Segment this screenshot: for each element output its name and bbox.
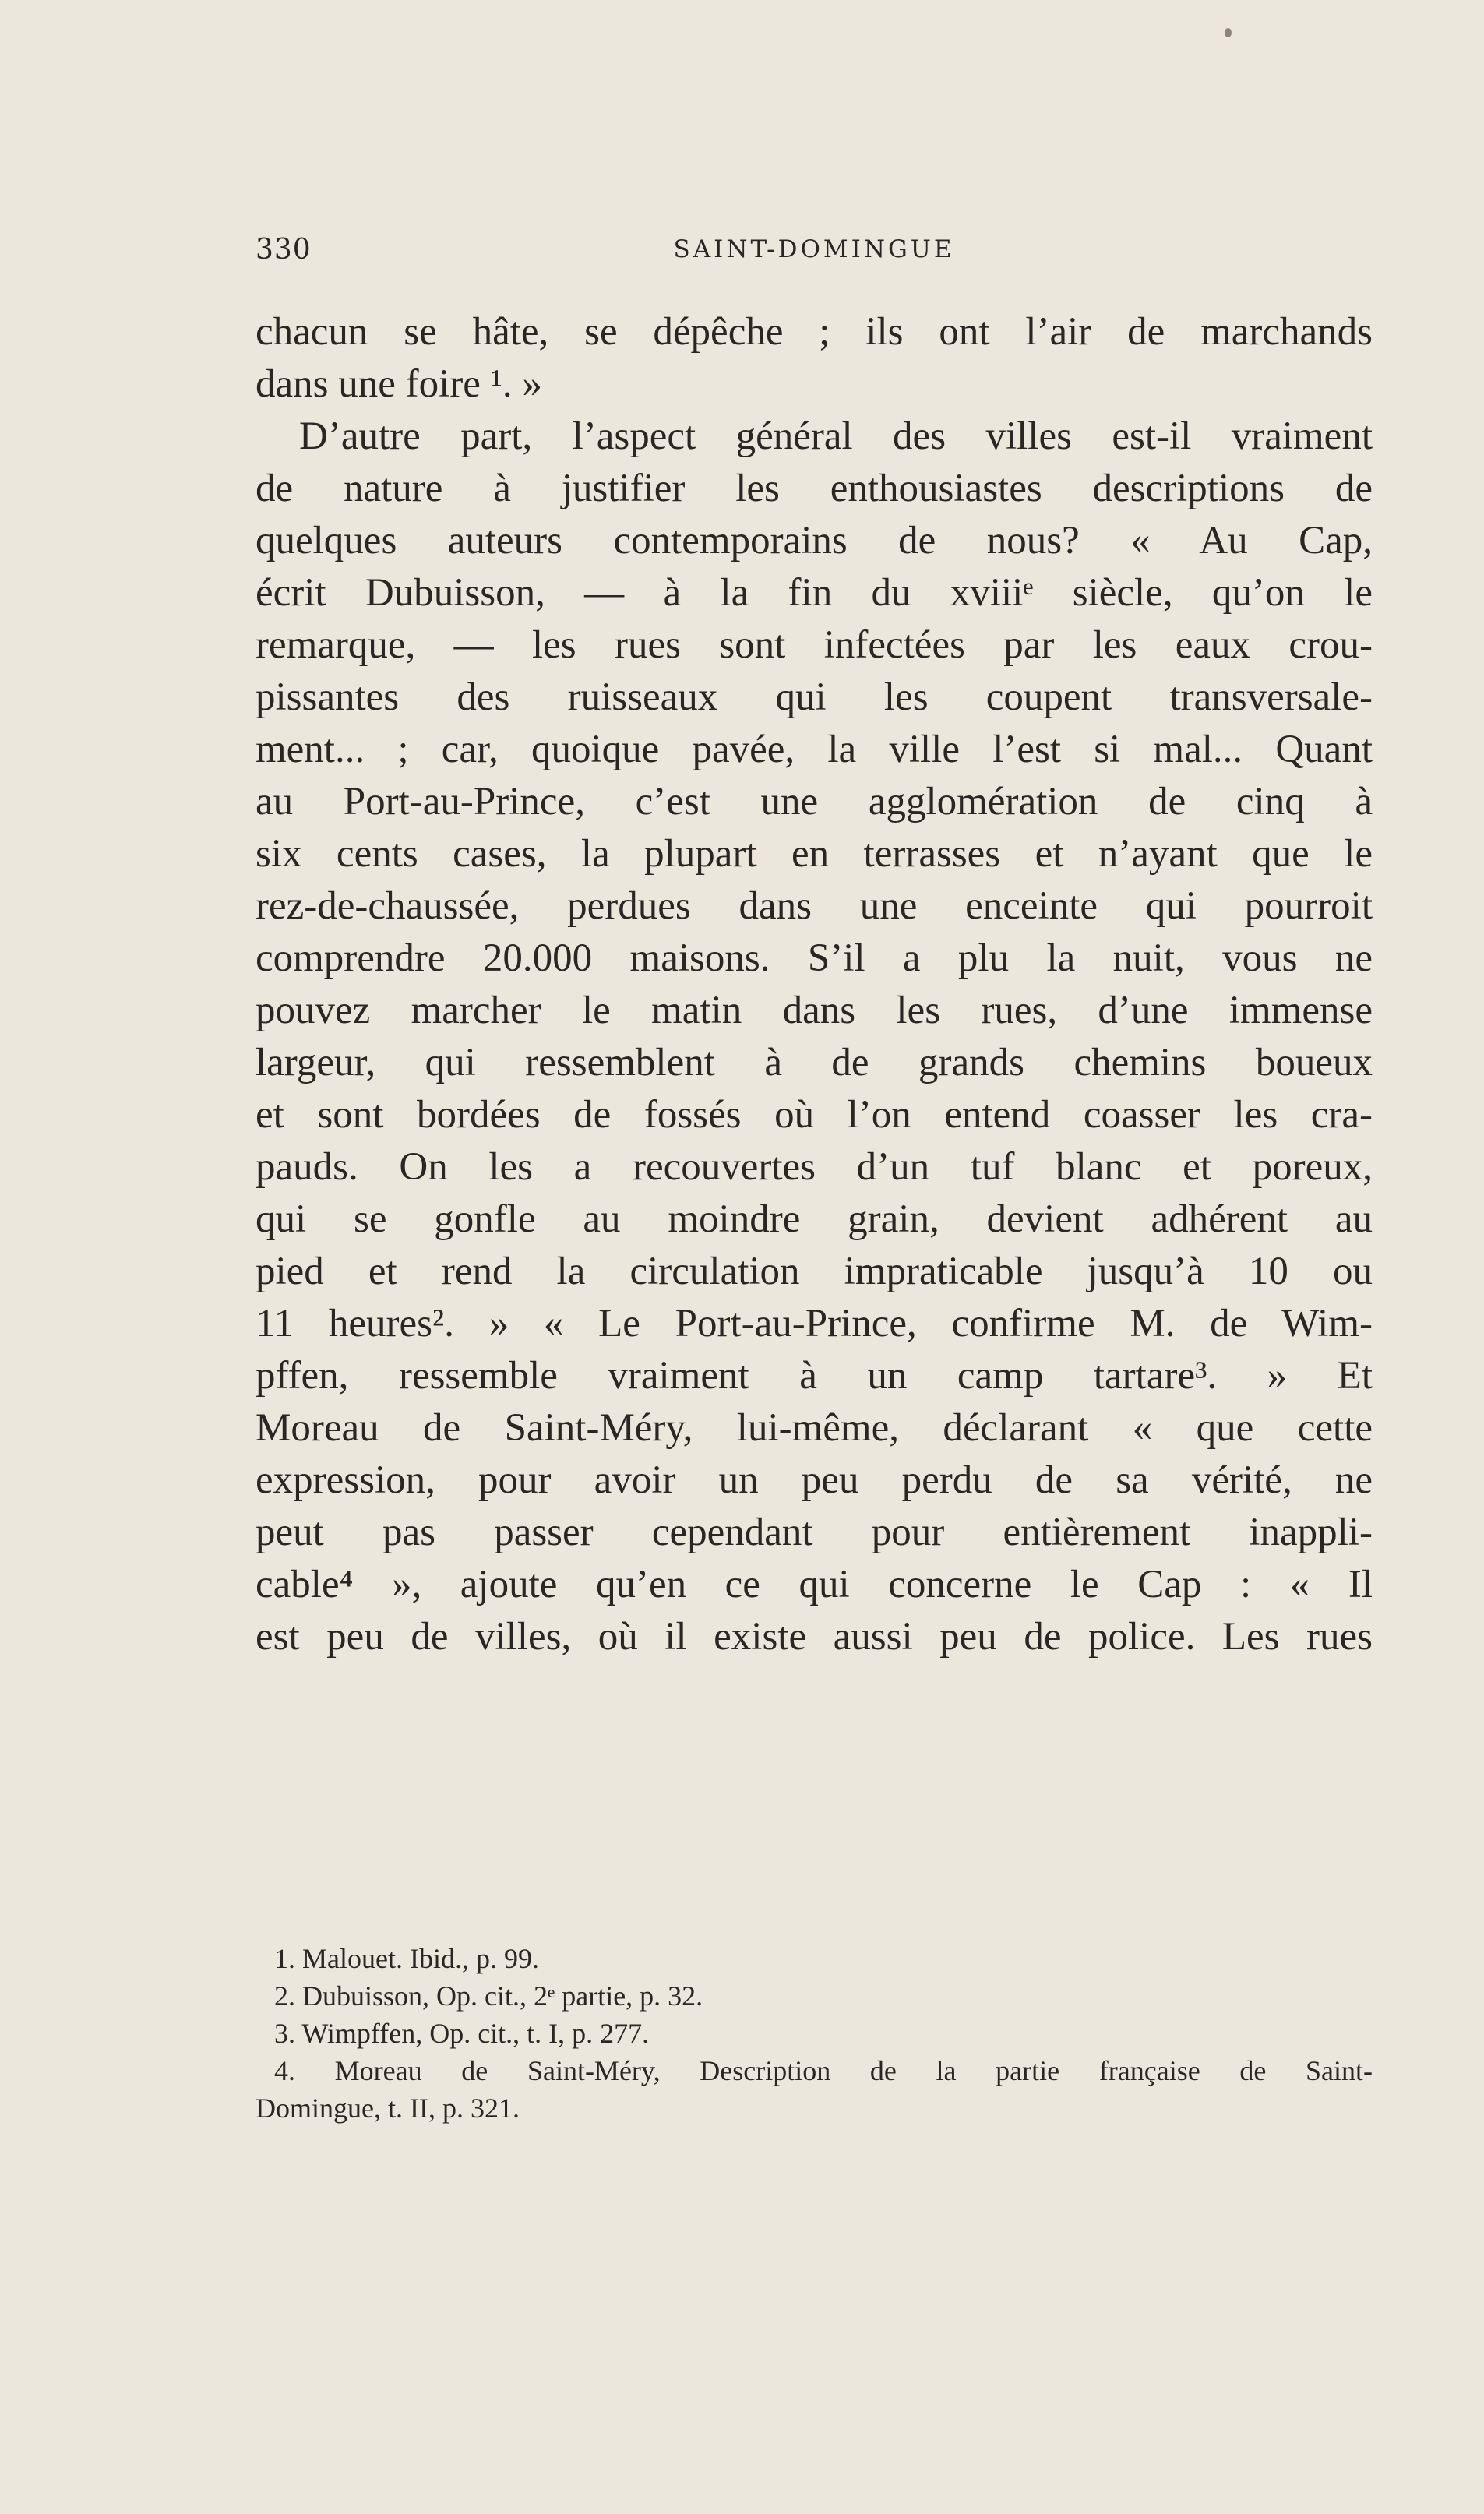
text-line: six cents cases, la plupart en terrasses et n’ayant que le <box>256 832 1373 876</box>
text-line: et sont bordées de fossés où l’on entend coasser les cra- <box>256 1093 1373 1137</box>
text-line: quelques auteurs contemporains de nous? « Au Cap, <box>256 519 1373 562</box>
text-line: Moreau de Saint-Méry, lui-même, déclarant « que cette <box>256 1406 1373 1450</box>
footnote-continuation: Domingue, t. II, p. 321. <box>256 2093 520 2124</box>
page-header <box>256 234 1373 273</box>
text-line: pied et rend la circulation impraticable jusqu’à 10 ou <box>256 1250 1373 1293</box>
text-line: rez-de-chaussée, perdues dans une enceinte qui pourroit <box>256 884 1373 928</box>
text-line: expression, pour avoir un peu perdu de sa vérité, ne <box>256 1458 1373 1502</box>
ink-speck <box>1225 28 1232 37</box>
text-line: pissantes des ruisseaux qui les coupent transversale- <box>256 675 1373 719</box>
text-line: pouvez marcher le matin dans les rues, d’une immense <box>256 989 1373 1032</box>
footnote: 1. Malouet. Ibid., p. 99. <box>274 1943 539 1974</box>
text-line: pauds. On les a recouvertes d’un tuf blanc et poreux, <box>256 1145 1373 1189</box>
text-line: dans une foire ¹. » <box>256 362 542 406</box>
body-text <box>256 306 1373 1663</box>
text-line: au Port-au-Prince, c’est une agglomération de cinq à <box>256 780 1373 823</box>
footnote: 3. Wimpffen, Op. cit., t. I, p. 277. <box>274 2018 650 2049</box>
text-line: remarque, — les rues sont infectées par les eaux crou- <box>256 623 1373 667</box>
text-line: 11 heures². » « Le Port-au-Prince, confirme M. de Wim- <box>256 1302 1373 1345</box>
text-line: comprendre 20.000 maisons. S’il a plu la nuit, vous ne <box>256 936 1373 980</box>
text-line: D’autre part, l’aspect général des villes est-il vraiment <box>299 414 1373 458</box>
text-line: est peu de villes, où il existe aussi peu de police. Les rues <box>256 1615 1373 1659</box>
footnotes <box>256 1940 1373 2127</box>
text-line: qui se gonfle au moindre grain, devient adhérent au <box>256 1197 1373 1241</box>
text-line: cable⁴ », ajoute qu’en ce qui concerne le Cap : « Il <box>256 1563 1373 1606</box>
page-number: 330 <box>256 234 312 266</box>
text-line: de nature à justifier les enthousiastes descriptions de <box>256 467 1373 510</box>
text-line: écrit Dubuisson, — à la fin du xviiiᵉ siècle, qu’on le <box>256 571 1373 615</box>
text-line: peut pas passer cependant pour entièrement inappli- <box>256 1511 1373 1554</box>
text-line: ment... ; car, quoique pavée, la ville l’est si mal... Quant <box>256 728 1373 771</box>
text-line: largeur, qui ressemblent à de grands chemins boueux <box>256 1041 1373 1084</box>
footnote: 2. Dubuisson, Op. cit., 2ᵉ partie, p. 32. <box>274 1980 703 2012</box>
running-title: SAINT-DOMINGUE <box>673 235 955 263</box>
footnote: 4. Moreau de Saint-Méry, Description de la partie française de Saint- <box>274 2055 1373 2086</box>
text-line: chacun se hâte, se dépêche ; ils ont l’air de marchands <box>256 310 1373 354</box>
text-line: pffen, ressemble vraiment à un camp tartare³. » Et <box>256 1354 1373 1398</box>
